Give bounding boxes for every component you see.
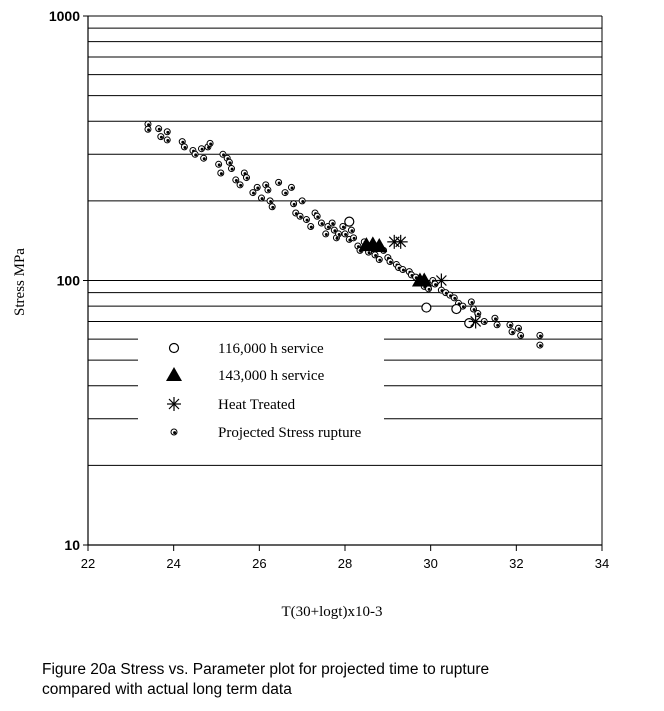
small-dot-point	[426, 286, 432, 292]
small-dot-point	[308, 224, 314, 230]
small-dot-point	[282, 190, 288, 196]
open-circle-point	[170, 344, 179, 353]
dot-core	[194, 153, 197, 156]
dot-core	[166, 139, 169, 142]
dot-core	[539, 344, 542, 347]
small-dot-point	[509, 329, 515, 335]
legend	[138, 333, 384, 449]
dot-core	[520, 335, 523, 338]
small-dot-point	[303, 217, 309, 223]
small-dot-point	[199, 146, 205, 152]
dot-core	[291, 186, 294, 189]
asterisk-point	[434, 274, 448, 288]
dot-core	[310, 226, 313, 229]
small-dot-point	[288, 184, 294, 190]
dot-core	[342, 226, 345, 229]
dot-core	[374, 254, 377, 257]
dot-core	[344, 233, 347, 236]
dot-core	[331, 222, 334, 225]
small-dot-point	[342, 231, 348, 237]
x-tick-label: 28	[337, 556, 353, 571]
small-dot-point	[376, 257, 382, 263]
x-tick-label: 32	[509, 556, 524, 571]
dot-core	[327, 226, 330, 229]
small-dot-point	[537, 332, 543, 338]
small-dot-point	[216, 161, 222, 167]
dot-core	[509, 324, 512, 327]
dot-core	[299, 215, 302, 218]
asterisk-point	[394, 235, 408, 249]
x-axis-label: T(30+logt)x10-3	[281, 604, 383, 620]
dot-core	[261, 197, 264, 200]
dot-core	[209, 142, 212, 145]
y-tick-label: 1000	[48, 8, 80, 24]
small-dot-point	[171, 429, 177, 435]
small-dot-point	[181, 144, 187, 150]
small-dot-point	[537, 342, 543, 348]
small-dot-point	[207, 140, 213, 146]
dot-core	[201, 148, 204, 151]
dot-core	[470, 301, 473, 304]
dot-core	[218, 163, 221, 166]
small-dot-point	[237, 182, 243, 188]
small-dot-point	[492, 315, 498, 321]
small-dot-point	[156, 126, 162, 132]
dot-core	[284, 192, 287, 195]
dot-core	[246, 177, 249, 180]
figure-caption	[42, 660, 642, 700]
dot-core	[511, 331, 514, 334]
small-dot-point	[267, 198, 273, 204]
dot-core	[147, 128, 150, 131]
y-tick-labels	[49, 8, 88, 553]
small-dot-point	[348, 227, 354, 233]
small-dot-point	[258, 195, 264, 201]
caption-line-1: Figure 20a Stress vs. Parameter plot for projected time to rupture	[42, 661, 490, 678]
small-dot-point	[515, 325, 521, 331]
small-dot-point	[243, 175, 249, 181]
x-tick-label: 30	[423, 556, 438, 571]
legend-label: Projected Stress rupture	[218, 425, 362, 441]
small-dot-point	[164, 129, 170, 135]
small-dot-point	[323, 231, 329, 237]
small-dot-point	[329, 220, 335, 226]
y-tick-label: 10	[64, 537, 80, 553]
small-dot-point	[400, 267, 406, 273]
dot-core	[453, 297, 456, 300]
dot-core	[496, 324, 499, 327]
dot-core	[539, 335, 542, 338]
dot-core	[473, 308, 476, 311]
dot-core	[477, 313, 480, 316]
dot-core	[181, 141, 184, 144]
small-dot-point	[145, 126, 151, 132]
dot-core	[203, 157, 206, 160]
dot-core	[483, 321, 486, 324]
dot-core	[293, 203, 296, 206]
x-tick-label: 26	[252, 556, 267, 571]
small-dot-point	[228, 166, 234, 172]
small-dot-point	[291, 201, 297, 207]
dot-core	[256, 186, 259, 189]
x-tick-label: 24	[166, 556, 181, 571]
y-tick-label: 100	[56, 272, 80, 289]
small-dot-point	[218, 170, 224, 176]
asterisk-point	[469, 314, 483, 328]
dot-core	[231, 168, 234, 171]
dot-core	[239, 184, 242, 187]
small-dot-point	[318, 220, 324, 226]
small-dot-point	[336, 231, 342, 237]
dot-core	[301, 200, 304, 203]
dot-core	[338, 233, 341, 236]
small-dot-point	[233, 177, 239, 183]
caption-line-2: compared with actual long term data	[42, 681, 292, 698]
dot-core	[402, 269, 405, 272]
dot-core	[518, 327, 521, 330]
dot-core	[389, 261, 392, 264]
small-dot-point	[164, 137, 170, 143]
open-circle-point	[422, 303, 431, 312]
small-dot-point	[518, 332, 524, 338]
dot-core	[306, 219, 309, 222]
legend-label: 143,000 h service	[218, 368, 325, 384]
x-tick-label: 34	[594, 556, 610, 571]
dot-core	[271, 206, 274, 209]
dot-core	[494, 317, 497, 320]
asterisk-point	[167, 397, 181, 411]
dot-core	[316, 215, 319, 218]
small-dot-point	[297, 213, 303, 219]
small-dot-point	[201, 155, 207, 161]
small-dot-point	[158, 134, 164, 140]
dot-core	[325, 233, 328, 236]
dot-core	[183, 146, 186, 149]
small-dot-point	[226, 159, 232, 165]
legend-label: Heat Treated	[218, 397, 296, 413]
dot-core	[353, 237, 356, 240]
dot-core	[158, 128, 161, 131]
dot-core	[378, 259, 381, 262]
dot-core	[220, 172, 223, 175]
small-dot-point	[387, 258, 393, 264]
dot-core	[267, 189, 270, 192]
dot-core	[368, 251, 371, 254]
legend-label: 116,000 h service	[218, 341, 324, 357]
dot-core	[235, 179, 238, 182]
small-dot-point	[451, 295, 457, 301]
dot-core	[160, 136, 163, 139]
small-dot-point	[494, 322, 500, 328]
dot-core	[428, 288, 431, 291]
dot-core	[278, 181, 281, 184]
dot-core	[462, 305, 465, 308]
x-tick-labels	[81, 545, 609, 571]
dot-core	[228, 161, 231, 164]
dot-core	[321, 222, 324, 225]
open-circle-point	[465, 319, 474, 328]
x-tick-label: 22	[80, 556, 96, 571]
small-dot-point	[276, 179, 282, 185]
y-axis-label: Stress MPa	[12, 248, 28, 316]
small-dot-point	[351, 235, 357, 241]
small-dot-point	[254, 184, 260, 190]
small-dot-point	[507, 322, 513, 328]
small-dot-point	[250, 190, 256, 196]
dot-core	[166, 131, 169, 134]
dot-core	[269, 200, 272, 203]
dot-core	[252, 192, 255, 195]
small-dot-point	[269, 204, 275, 210]
dot-core	[173, 431, 176, 434]
small-dot-point	[340, 224, 346, 230]
small-dot-point	[192, 151, 198, 157]
small-dot-point	[265, 187, 271, 193]
small-dot-point	[299, 198, 305, 204]
small-dot-point	[314, 213, 320, 219]
dot-core	[351, 229, 354, 232]
open-circle-point	[452, 305, 461, 314]
data-points	[145, 121, 543, 348]
open-circle-point	[345, 217, 354, 226]
small-dot-point	[468, 299, 474, 305]
